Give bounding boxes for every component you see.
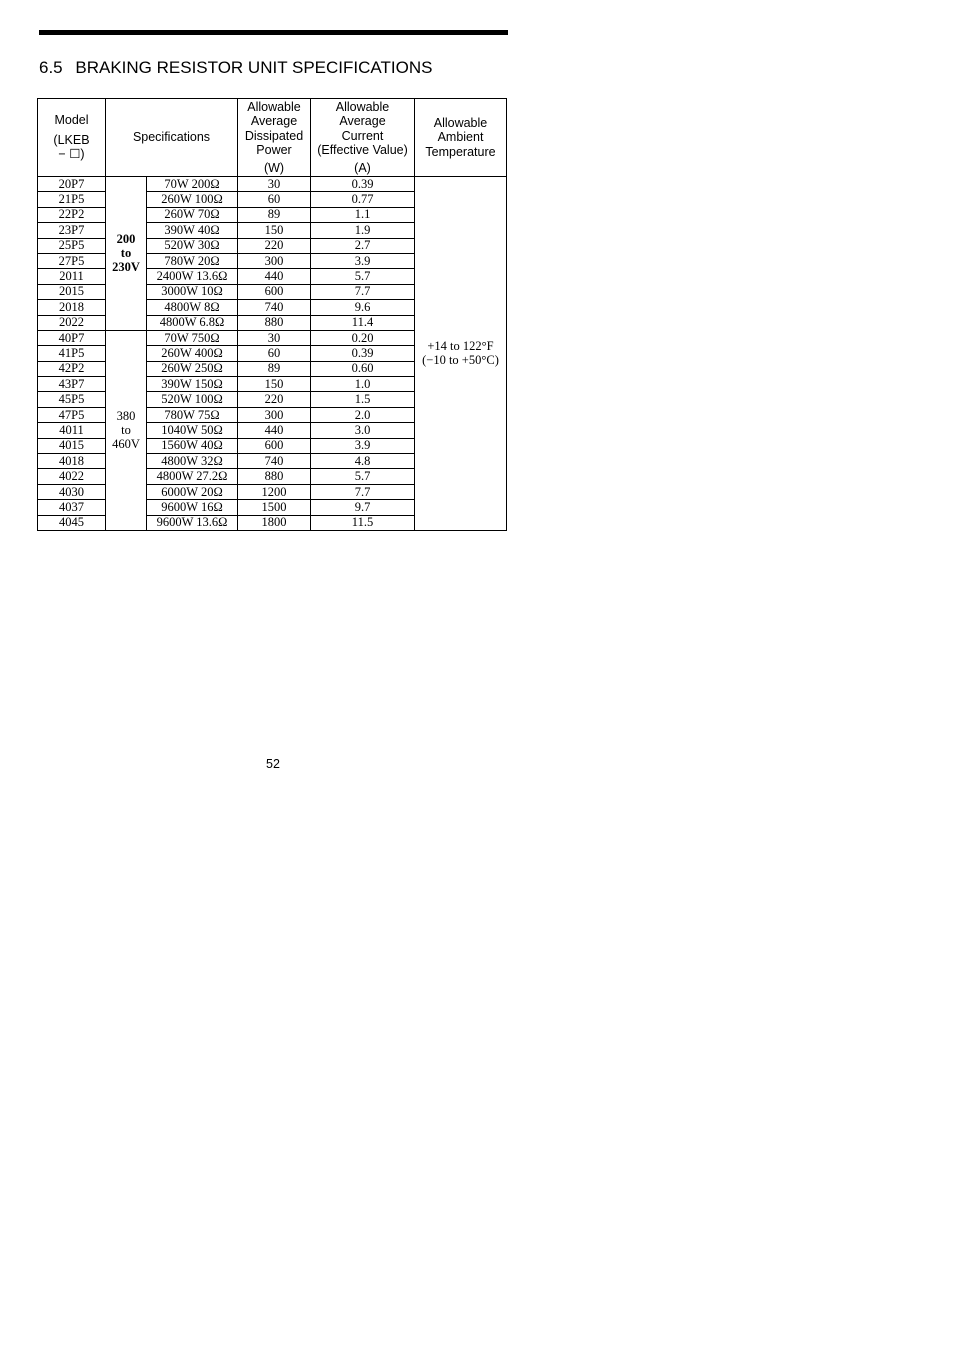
cell-model: 2011 bbox=[38, 269, 106, 284]
voltage-label: to bbox=[121, 423, 131, 438]
cell-power: 60 bbox=[238, 346, 311, 361]
cell-current: 0.20 bbox=[311, 330, 415, 345]
temperature-fahrenheit: +14 to 122°F bbox=[427, 339, 494, 354]
cell-power: 600 bbox=[238, 284, 311, 299]
cell-specification: 780W 20Ω bbox=[147, 253, 238, 268]
cell-specification: 520W 30Ω bbox=[147, 238, 238, 253]
cell-specification: 4800W 27.2Ω bbox=[147, 469, 238, 484]
temperature-cell bbox=[415, 177, 507, 531]
header-row bbox=[38, 99, 507, 177]
cell-power: 150 bbox=[238, 223, 311, 238]
cell-current: 1.9 bbox=[311, 223, 415, 238]
cell-current: 1.1 bbox=[311, 207, 415, 222]
cell-current: 5.7 bbox=[311, 269, 415, 284]
cell-specification: 9600W 16Ω bbox=[147, 500, 238, 515]
cell-current: 0.39 bbox=[311, 177, 415, 192]
cell-power: 89 bbox=[238, 207, 311, 222]
cell-power: 220 bbox=[238, 238, 311, 253]
cell-power: 220 bbox=[238, 392, 311, 407]
page-number: 52 bbox=[266, 757, 280, 771]
voltage-label: 460V bbox=[112, 437, 140, 452]
cell-power: 1200 bbox=[238, 484, 311, 499]
cell-power: 89 bbox=[238, 361, 311, 376]
cell-current: 2.7 bbox=[311, 238, 415, 253]
cell-power: 740 bbox=[238, 300, 311, 315]
cell-model: 41P5 bbox=[38, 346, 106, 361]
cell-current: 1.0 bbox=[311, 377, 415, 392]
cell-power: 440 bbox=[238, 269, 311, 284]
cell-model: 21P5 bbox=[38, 192, 106, 207]
cell-current: 0.39 bbox=[311, 346, 415, 361]
cell-specification: 390W 40Ω bbox=[147, 223, 238, 238]
cell-model: 27P5 bbox=[38, 253, 106, 268]
section-heading bbox=[39, 58, 432, 78]
cell-specification: 520W 100Ω bbox=[147, 392, 238, 407]
cell-power: 300 bbox=[238, 407, 311, 422]
cell-current: 3.9 bbox=[311, 253, 415, 268]
cell-specification: 260W 100Ω bbox=[147, 192, 238, 207]
cell-specification: 780W 75Ω bbox=[147, 407, 238, 422]
cell-current: 0.60 bbox=[311, 361, 415, 376]
cell-model: 2018 bbox=[38, 300, 106, 315]
section-number: 6.5 bbox=[39, 58, 63, 77]
cell-specification: 70W 200Ω bbox=[147, 177, 238, 192]
cell-model: 43P7 bbox=[38, 377, 106, 392]
voltage-label: 380 bbox=[116, 409, 136, 424]
voltage-label: 200 bbox=[116, 232, 136, 247]
cell-current: 3.9 bbox=[311, 438, 415, 453]
section-title: BRAKING RESISTOR UNIT SPECIFICATIONS bbox=[75, 58, 433, 77]
cell-model: 4045 bbox=[38, 515, 106, 530]
cell-specification: 4800W 32Ω bbox=[147, 454, 238, 469]
voltage-group-cell bbox=[106, 177, 147, 331]
cell-model: 25P5 bbox=[38, 238, 106, 253]
cell-model: 2015 bbox=[38, 284, 106, 299]
cell-current: 5.7 bbox=[311, 469, 415, 484]
cell-specification: 6000W 20Ω bbox=[147, 484, 238, 499]
cell-current: 11.4 bbox=[311, 315, 415, 330]
cell-current: 11.5 bbox=[311, 515, 415, 530]
cell-power: 150 bbox=[238, 377, 311, 392]
cell-specification: 1560W 40Ω bbox=[147, 438, 238, 453]
cell-model: 4015 bbox=[38, 438, 106, 453]
cell-model: 4011 bbox=[38, 423, 106, 438]
cell-specification: 3000W 10Ω bbox=[147, 284, 238, 299]
cell-specification: 260W 250Ω bbox=[147, 361, 238, 376]
cell-model: 47P5 bbox=[38, 407, 106, 422]
header-power: Allowable Average Dissipated Power (W) bbox=[238, 99, 311, 177]
braking-resistor-table bbox=[37, 98, 507, 531]
header-power-unit: (W) bbox=[263, 160, 285, 175]
cell-model: 42P2 bbox=[38, 361, 106, 376]
cell-current: 1.5 bbox=[311, 392, 415, 407]
cell-specification: 260W 70Ω bbox=[147, 207, 238, 222]
cell-specification: 2400W 13.6Ω bbox=[147, 269, 238, 284]
cell-model: 4037 bbox=[38, 500, 106, 515]
cell-specification: 4800W 8Ω bbox=[147, 300, 238, 315]
cell-power: 600 bbox=[238, 438, 311, 453]
table-body bbox=[38, 177, 507, 531]
cell-current: 9.6 bbox=[311, 300, 415, 315]
cell-current: 7.7 bbox=[311, 484, 415, 499]
temperature-celsius: (−10 to +50°C) bbox=[422, 353, 499, 368]
cell-power: 1500 bbox=[238, 500, 311, 515]
cell-power: 740 bbox=[238, 454, 311, 469]
cell-power: 880 bbox=[238, 315, 311, 330]
cell-model: 20P7 bbox=[38, 177, 106, 192]
cell-power: 60 bbox=[238, 192, 311, 207]
cell-power: 30 bbox=[238, 177, 311, 192]
cell-model: 4018 bbox=[38, 454, 106, 469]
cell-power: 880 bbox=[238, 469, 311, 484]
cell-power: 300 bbox=[238, 253, 311, 268]
cell-current: 2.0 bbox=[311, 407, 415, 422]
cell-model: 45P5 bbox=[38, 392, 106, 407]
cell-current: 7.7 bbox=[311, 284, 415, 299]
cell-model: 2022 bbox=[38, 315, 106, 330]
cell-model: 40P7 bbox=[38, 330, 106, 345]
header-specifications: Specifications bbox=[106, 99, 238, 177]
header-temperature: Allowable Ambient Temperature bbox=[415, 99, 507, 177]
cell-power: 30 bbox=[238, 330, 311, 345]
cell-current: 0.77 bbox=[311, 192, 415, 207]
cell-power: 1800 bbox=[238, 515, 311, 530]
cell-current: 4.8 bbox=[311, 454, 415, 469]
top-rule bbox=[39, 30, 508, 35]
cell-specification: 70W 750Ω bbox=[147, 330, 238, 345]
cell-model: 4030 bbox=[38, 484, 106, 499]
cell-model: 22P2 bbox=[38, 207, 106, 222]
table-row bbox=[38, 177, 507, 192]
header-model: Model (LKEB − ☐) bbox=[38, 99, 106, 177]
cell-specification: 260W 400Ω bbox=[147, 346, 238, 361]
cell-specification: 390W 150Ω bbox=[147, 377, 238, 392]
cell-current: 9.7 bbox=[311, 500, 415, 515]
voltage-label: to bbox=[120, 246, 132, 261]
voltage-group-cell bbox=[106, 330, 147, 530]
cell-specification: 4800W 6.8Ω bbox=[147, 315, 238, 330]
cell-model: 23P7 bbox=[38, 223, 106, 238]
cell-power: 440 bbox=[238, 423, 311, 438]
header-current-unit: (A) bbox=[354, 160, 371, 175]
header-current: Allowable Average Current (Effective Value) (A) bbox=[311, 99, 415, 177]
cell-model: 4022 bbox=[38, 469, 106, 484]
cell-specification: 9600W 13.6Ω bbox=[147, 515, 238, 530]
cell-specification: 1040W 50Ω bbox=[147, 423, 238, 438]
cell-current: 3.0 bbox=[311, 423, 415, 438]
voltage-label: 230V bbox=[112, 260, 140, 275]
